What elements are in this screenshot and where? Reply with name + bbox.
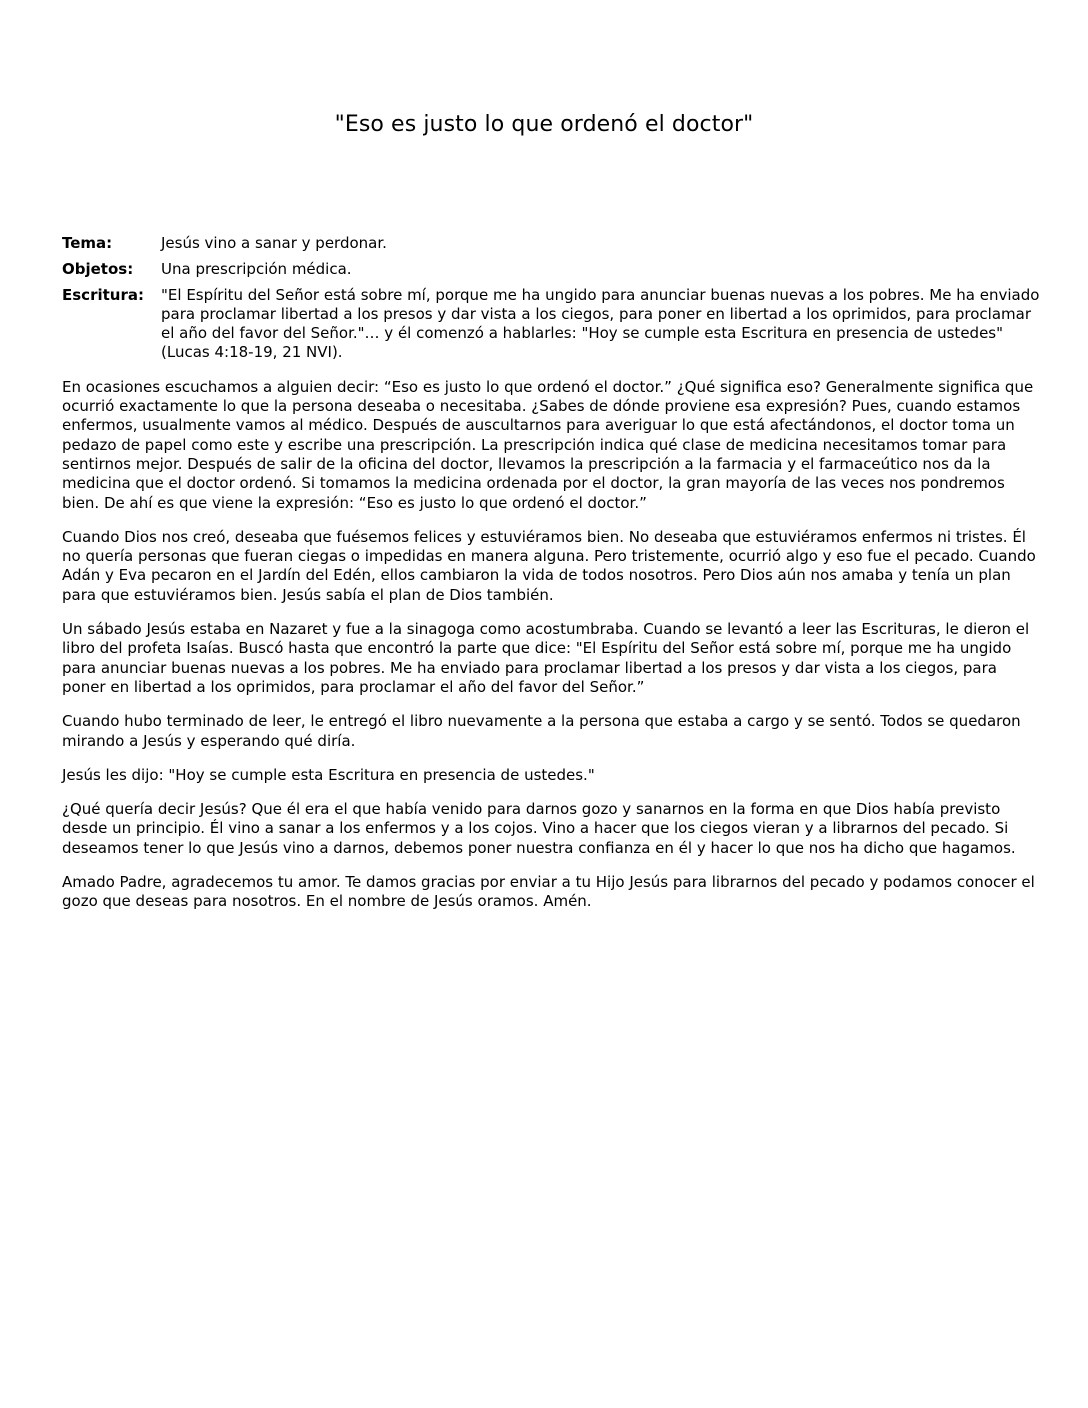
meta-label: Escritura: [62, 285, 144, 304]
body-paragraph: Jesús les dijo: "Hoy se cumple esta Escritura en presencia de ustedes." [62, 765, 595, 784]
meta-value: "El Espíritu del Señor está sobre mí, porque me ha ungido para anunciar buenas nuevas a los pobres. Me ha enviado para proclamar libertad a los presos y dar vista a los ciegos, para poner en libertad a los oprimidos, para proclamar el año del favor del Señor."… y él comenzó a hablarles: "Hoy se cumple esta Escritura en presencia de ustedes" (Lucas 4:18-19, 21 NVI). [161, 285, 1040, 362]
body-paragraph: Cuando Dios nos creó, deseaba que fuésemos felices y estuviéramos bien. No deseaba que estuviéramos enfermos ni tristes. Él no quería personas que fueran ciegas o impedidas en manera alguna. Pero tristemente, ocurrió algo y eso fue el pecado. Cuando Adán y Eva pecaron en el Jardín del Edén, ellos cambiaron la vida de todos nosotros. Pero Dios aún nos amaba y tenía un plan para que estuviéramos bien. Jesús sabía el plan de Dios también. [62, 527, 1036, 604]
body-paragraph: ¿Qué quería decir Jesús? Que él era el que había venido para darnos gozo y sanarnos en la forma en que Dios había previsto desde un principio. Él vino a sanar a los enfermos y a los cojos. Vino a hacer que los ciegos vieran y a librarnos del pecado. Si deseamos tener lo que Jesús vino a darnos, debemos poner nuestra confianza en él y hacer lo que nos ha dicho que hagamos. [62, 800, 1016, 857]
meta-label: Tema: [62, 234, 113, 252]
document-body [62, 234, 1042, 912]
body-paragraph: Cuando hubo terminado de leer, le entregó el libro nuevamente a la persona que estaba a cargo y se sentó. Todos se quedaron mirando a Jesús y esperando qué diría. [62, 712, 1021, 750]
body-paragraph: En ocasiones escuchamos a alguien decir: “Eso es justo lo que ordenó el doctor.” ¿Qué significa eso? Generalmente significa que ocurrió exactamente lo que la persona deseaba o necesitaba. ¿Sabes de dónde proviene esa expresión? Pues, cuando estamos enfermos, usualmente vamos al médico. Después de auscultarnos para averiguar lo que está afectándonos, el doctor toma un pedazo de papel como este y escribe una prescripción. La prescripción indica qué clase de medicina necesitamos tomar para sentirnos mejor. Después de salir de la oficina del doctor, llevamos la prescripción a la farmacia y el farmaceútico nos da la medicina que el doctor ordenó. Si tomamos la medicina ordenada por el doctor, la gran mayoría de las veces nos pondremos bien. De ahí es que viene la expresión: “Eso es justo lo que ordenó el doctor.” [62, 377, 1034, 512]
meta-row-escritura [62, 286, 1042, 363]
meta-value: Una prescripción médica. [161, 259, 352, 278]
meta-row-objetos [62, 260, 1042, 279]
body-paragraph: Un sábado Jesús estaba en Nazaret y fue a la sinagoga como acostumbraba. Cuando se levantó a leer las Escrituras, le dieron el libro del profeta Isaías. Buscó hasta que encontró la parte que dice: "El Espíritu del Señor está sobre mí, porque me ha ungido para anunciar buenas nuevas a los pobres. Me ha enviado para proclamar libertad a los presos y dar vista a los ciegos, para poner en libertad a los oprimidos, para proclamar el año del favor del Señor.” [62, 620, 1030, 696]
meta-row-tema [62, 234, 1042, 253]
meta-label: Objetos: [62, 259, 134, 278]
meta-value: Jesús vino a sanar y perdonar. [161, 234, 387, 252]
page-title: "Eso es justo lo que ordenó el doctor" [334, 112, 754, 137]
closing-prayer: Amado Padre, agradecemos tu amor. Te damos gracias por enviar a tu Hijo Jesús para librarnos del pecado y podamos conocer el gozo que deseas para nosotros. En el nombre de Jesús oramos. Amén. [62, 873, 1035, 911]
lesson-meta [62, 234, 1042, 363]
